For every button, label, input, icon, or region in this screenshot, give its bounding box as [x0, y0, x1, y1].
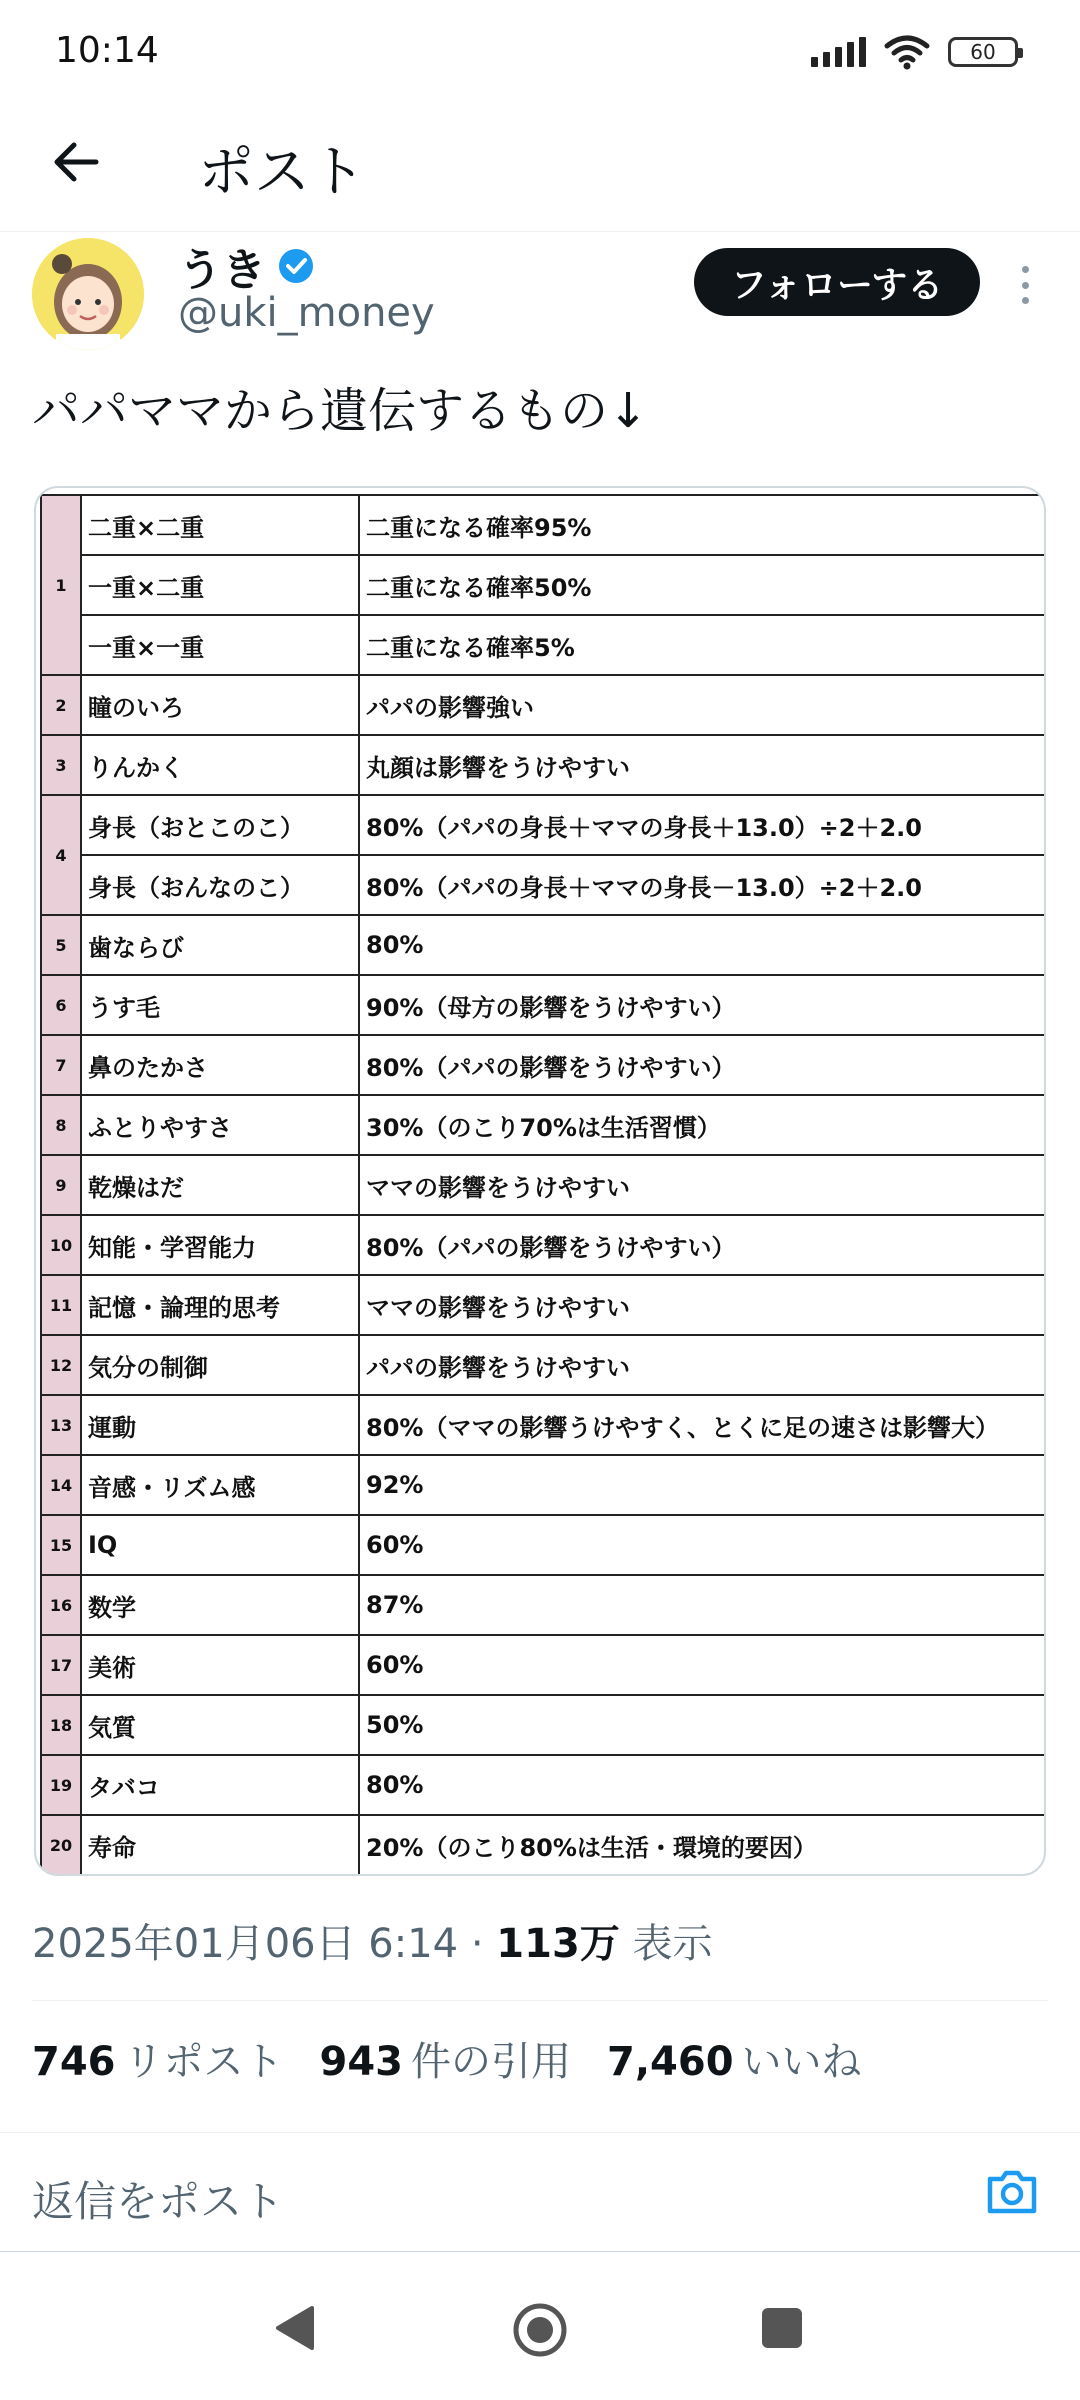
likes-stat[interactable]: [607, 2030, 862, 2087]
header: [0, 110, 1080, 232]
row-number: 2: [41, 675, 81, 735]
table-row: [41, 1035, 1046, 1095]
quotes-label: 件の引用: [411, 2039, 571, 2085]
heredity-table: [40, 494, 1046, 1876]
row-number: 12: [41, 1335, 81, 1395]
trait-cell: 音感・リズム感: [81, 1455, 359, 1515]
row-number: 17: [41, 1635, 81, 1695]
table-row: [41, 1815, 1046, 1875]
follow-button[interactable]: フォローする: [694, 248, 980, 316]
table-row: [41, 1575, 1046, 1635]
back-button[interactable]: [46, 132, 106, 192]
table-row: [41, 975, 1046, 1035]
status-icons: [811, 30, 1018, 74]
table-row: [41, 1455, 1046, 1515]
table-row: [41, 1215, 1046, 1275]
row-number: 8: [41, 1095, 81, 1155]
value-cell: 二重になる確率95%: [359, 495, 1046, 555]
post-datetime: 2025年01月06日 6:14 ·: [32, 1921, 497, 1967]
row-number: 20: [41, 1815, 81, 1875]
value-cell: ママの影響をうけやすい: [359, 1275, 1046, 1335]
avatar-illustration: [32, 238, 144, 350]
value-cell: 87%: [359, 1575, 1046, 1635]
row-number: 9: [41, 1155, 81, 1215]
views-label: 表示: [619, 1921, 713, 1967]
table-row: [41, 1755, 1046, 1815]
trait-cell: 寿命: [81, 1815, 359, 1875]
value-cell: 80%: [359, 915, 1046, 975]
value-cell: 二重になる確率5%: [359, 615, 1046, 675]
reposts-label: リポスト: [123, 2039, 284, 2085]
more-options-icon[interactable]: [1010, 260, 1040, 310]
status-bar: [0, 0, 1080, 100]
row-number: 3: [41, 735, 81, 795]
arrow-left-icon: [52, 140, 100, 184]
row-number: 1: [41, 495, 81, 675]
value-cell: 60%: [359, 1635, 1046, 1695]
value-cell: ママの影響をうけやすい: [359, 1155, 1046, 1215]
row-number: 4: [41, 795, 81, 915]
row-number: 7: [41, 1035, 81, 1095]
value-cell: 丸顔は影響をうけやすい: [359, 735, 1046, 795]
table-row: [41, 795, 1046, 855]
reply-bar: [0, 2132, 1080, 2252]
wifi-icon: [884, 34, 930, 70]
table-row: [41, 855, 1046, 915]
table-row: [41, 1155, 1046, 1215]
table-row: [41, 675, 1046, 735]
table-row: [41, 495, 1046, 555]
row-number: 15: [41, 1515, 81, 1575]
trait-cell: タバコ: [81, 1755, 359, 1815]
trait-cell: 運動: [81, 1395, 359, 1455]
table-row: [41, 1695, 1046, 1755]
table-row: [41, 735, 1046, 795]
trait-cell: うす毛: [81, 975, 359, 1035]
table-row: [41, 1275, 1046, 1335]
row-number: 6: [41, 975, 81, 1035]
trait-cell: 気質: [81, 1695, 359, 1755]
row-number: 16: [41, 1575, 81, 1635]
signal-icon: [811, 37, 866, 67]
trait-cell: 気分の制御: [81, 1335, 359, 1395]
trait-cell: 歯ならび: [81, 915, 359, 975]
nav-back-icon[interactable]: [272, 2304, 316, 2352]
battery-icon: 60: [948, 37, 1018, 67]
likes-label: いいね: [741, 2039, 862, 2085]
trait-cell: 一重×二重: [81, 555, 359, 615]
trait-cell: IQ: [81, 1515, 359, 1575]
value-cell: 90%（母方の影響をうけやすい）: [359, 975, 1046, 1035]
reply-input[interactable]: 返信をポスト: [32, 2177, 285, 2226]
value-cell: 60%: [359, 1515, 1046, 1575]
trait-cell: 美術: [81, 1635, 359, 1695]
status-time: 10:14: [55, 30, 159, 71]
author-name[interactable]: [178, 234, 316, 298]
table-row: [41, 1395, 1046, 1455]
value-cell: 80%: [359, 1755, 1046, 1815]
camera-icon: [982, 2161, 1042, 2221]
nav-home-icon[interactable]: [512, 2302, 568, 2358]
quotes-stat[interactable]: [320, 2030, 572, 2087]
quotes-count: 943: [319, 2039, 403, 2085]
engagement-stats: [32, 2030, 862, 2087]
tweet-text: パパママから遺伝するもの↓: [32, 383, 649, 439]
row-number: 5: [41, 915, 81, 975]
tweet-image[interactable]: [34, 486, 1046, 1876]
row-number: 18: [41, 1695, 81, 1755]
table-row: [41, 1335, 1046, 1395]
value-cell: 92%: [359, 1455, 1046, 1515]
table-row: [41, 1095, 1046, 1155]
value-cell: 80%（パパの影響をうけやすい）: [359, 1035, 1046, 1095]
trait-cell: 瞳のいろ: [81, 675, 359, 735]
trait-cell: 一重×一重: [81, 615, 359, 675]
row-number: 14: [41, 1455, 81, 1515]
system-nav-bar: [0, 2256, 1080, 2400]
author-row: [0, 232, 1080, 352]
table-row: [41, 1635, 1046, 1695]
row-number: 11: [41, 1275, 81, 1335]
value-cell: 80%（パパの身長＋ママの身長－13.0）÷2＋2.0: [359, 855, 1046, 915]
trait-cell: りんかく: [81, 735, 359, 795]
author-handle[interactable]: @uki_money: [178, 290, 435, 336]
likes-count: 7,460: [607, 2039, 734, 2085]
trait-cell: 記憶・論理的思考: [81, 1275, 359, 1335]
divider: [32, 2000, 1048, 2001]
row-number: 10: [41, 1215, 81, 1275]
value-cell: 20%（のこり80%は生活・環境的要因）: [359, 1815, 1046, 1875]
value-cell: パパの影響強い: [359, 675, 1046, 735]
trait-cell: 二重×二重: [81, 495, 359, 555]
trait-cell: 乾燥はだ: [81, 1155, 359, 1215]
row-number: 19: [41, 1755, 81, 1815]
views-count: 113万: [496, 1921, 620, 1967]
value-cell: 80%（パパの身長＋ママの身長＋13.0）÷2＋2.0: [359, 795, 1046, 855]
author-name-text: うき: [178, 245, 266, 296]
trait-cell: ふとりやすさ: [81, 1095, 359, 1155]
value-cell: 30%（のこり70%は生活習慣）: [359, 1095, 1046, 1155]
reposts-count: 746: [32, 2039, 116, 2085]
reposts-stat[interactable]: [32, 2030, 284, 2087]
table-row: [41, 555, 1046, 615]
value-cell: 50%: [359, 1695, 1046, 1755]
page-title: ポスト: [198, 140, 366, 205]
value-cell: パパの影響をうけやすい: [359, 1335, 1046, 1395]
table-row: [41, 1515, 1046, 1575]
post-meta: [32, 1912, 713, 1969]
camera-button[interactable]: [982, 2161, 1042, 2221]
trait-cell: 身長（おんなのこ）: [81, 855, 359, 915]
nav-recents-icon[interactable]: [762, 2308, 802, 2348]
value-cell: 80%（パパの影響をうけやすい）: [359, 1215, 1046, 1275]
avatar[interactable]: [32, 238, 144, 350]
value-cell: 二重になる確率50%: [359, 555, 1046, 615]
table-row: [41, 915, 1046, 975]
trait-cell: 数学: [81, 1575, 359, 1635]
table-row: [41, 615, 1046, 675]
verified-badge-icon: [276, 246, 316, 286]
trait-cell: 身長（おとこのこ）: [81, 795, 359, 855]
trait-cell: 鼻のたかさ: [81, 1035, 359, 1095]
trait-cell: 知能・学習能力: [81, 1215, 359, 1275]
value-cell: 80%（ママの影響うけやすく、とくに足の速さは影響大）: [359, 1395, 1046, 1455]
row-number: 13: [41, 1395, 81, 1455]
